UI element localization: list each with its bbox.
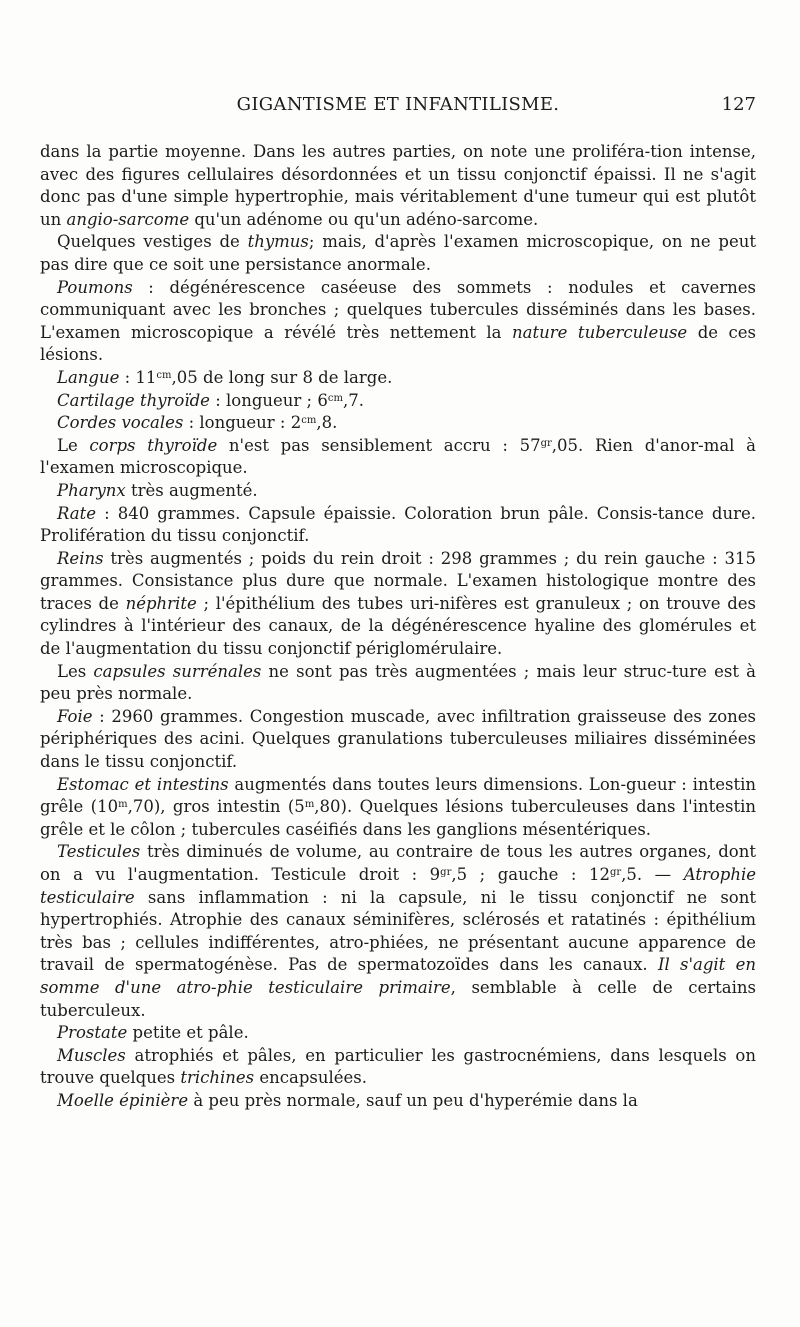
unit-superscript: cm bbox=[156, 369, 172, 381]
paragraph bbox=[40, 706, 756, 774]
text-run: sans inflammation : ni la capsule, ni le tissu conjonctif ne sont hypertrophiés. Atrophie des canaux séminifères, sclérosés et ratatinés : épithélium très bas ; cellules indifférentes, atro-phiées, ne présentant aucune apparence de travail de spermatogénèse. Pas de spermatozoïdes dans les canaux. bbox=[40, 887, 756, 975]
italic-term: Reins bbox=[57, 548, 104, 568]
italic-term: Moelle épinière bbox=[57, 1090, 189, 1110]
italic-term: thymus bbox=[247, 232, 309, 252]
italic-term: Foie bbox=[57, 706, 93, 726]
unit-superscript: cm bbox=[327, 392, 343, 404]
unit-superscript: gr bbox=[540, 437, 552, 449]
text-run: , semblable à celle de certains tuberculeux. bbox=[40, 977, 756, 1020]
italic-term: Muscles bbox=[57, 1045, 126, 1065]
paragraph bbox=[40, 774, 756, 842]
italic-term: Poumons bbox=[57, 277, 133, 297]
unit-superscript: m bbox=[304, 799, 315, 811]
italic-term: capsules surrénales bbox=[93, 661, 262, 681]
italic-term: Atrophie testiculaire bbox=[40, 865, 756, 907]
text-run: très augmenté. bbox=[125, 480, 258, 500]
text-run: : longueur ; 6 bbox=[209, 390, 328, 410]
text-run: augmentés dans toutes leurs dimensions. Lon-gueur : intestin grêle (10 bbox=[40, 774, 756, 817]
text-run: ,8. bbox=[316, 413, 338, 433]
paragraph bbox=[40, 841, 756, 1022]
text-run: ,7. bbox=[342, 390, 364, 410]
italic-term: Il s'agit en somme d'une atro-phie testiculaire primaire bbox=[40, 955, 756, 997]
paragraph bbox=[40, 1022, 756, 1045]
running-head: GIGANTISME ET INFANTILISME. bbox=[236, 94, 560, 115]
paragraph bbox=[40, 277, 756, 367]
italic-term: Cartilage thyroïde bbox=[57, 390, 210, 410]
paragraph bbox=[40, 435, 756, 480]
text-run: ; l'épithélium des tubes uri-nifères est granuleux ; on trouve des cylindres à l'intérieur des canaux, de la dégénérescence hyaline des glomérules et de l'augmentation du tissu conjonctif périglomérulaire. bbox=[40, 593, 756, 659]
text-run: n'est pas sensiblement accru : 57 bbox=[217, 435, 541, 455]
italic-term: angio-sarcome bbox=[66, 209, 190, 229]
paragraph bbox=[40, 1045, 756, 1090]
unit-superscript: m bbox=[118, 799, 128, 811]
text-run: Le bbox=[57, 435, 90, 455]
text-run: de ces lésions. bbox=[40, 322, 757, 365]
paragraph bbox=[40, 231, 756, 276]
text-run: : longueur : 2 bbox=[183, 413, 302, 433]
italic-term: corps thyroïde bbox=[89, 435, 218, 455]
paragraph bbox=[40, 503, 756, 548]
italic-term: néphrite bbox=[125, 593, 197, 613]
text-run: dans la partie moyenne. Dans les autres parties, on note une proliféra-tion intense, avec des figures cellulaires désordonnées et un tissu conjonctif épaissi. Il ne s'agit donc pas d'une simple hypertrophie, mais véritablement d'une tumeur qui est plutôt un bbox=[40, 142, 756, 229]
text-run: : dégénérescence caséeuse des sommets : nodules et cavernes communiquant avec les bronches ; quelques tubercules disséminés dans les bases. L'examen microscopique a révélé très nettement la bbox=[40, 277, 756, 342]
unit-superscript: gr bbox=[440, 867, 452, 878]
italic-term: Cordes vocales bbox=[57, 413, 184, 433]
paragraph bbox=[40, 480, 756, 503]
paragraph bbox=[40, 661, 756, 706]
paragraph bbox=[40, 1090, 756, 1113]
unit-superscript: cm bbox=[301, 415, 317, 427]
text-run: Quelques vestiges de bbox=[57, 232, 248, 252]
text-run: très augmentés ; poids du rein droit : 298 grammes ; du rein gauche : 315 grammes. Consistance plus dure que normale. L'examen histologique montre des traces de bbox=[40, 548, 756, 613]
page-header bbox=[40, 94, 756, 120]
italic-term: Langue bbox=[57, 367, 120, 387]
text-run: encapsulées. bbox=[254, 1068, 368, 1088]
paragraph bbox=[40, 390, 756, 413]
italic-term: Testicules bbox=[57, 842, 141, 862]
paragraph bbox=[40, 367, 756, 390]
italic-term: Pharynx bbox=[57, 480, 126, 500]
unit-superscript: gr bbox=[609, 867, 622, 878]
italic-term: Prostate bbox=[57, 1023, 128, 1043]
text-run: : 2960 grammes. Congestion muscade, avec infiltration graisseuse des zones périphériques des acini. Quelques granulations tuberculeuses miliaires disséminées dans le tissu conjonctif. bbox=[40, 706, 756, 772]
text-run: ; mais, d'après l'examen microscopique, on ne peut pas dire que ce soit une persistance anormale. bbox=[40, 232, 756, 274]
paragraph bbox=[40, 412, 756, 435]
text-run: ,5. — bbox=[621, 865, 684, 884]
text-run: petite et pâle. bbox=[127, 1023, 249, 1043]
text-run: ,05 de long sur 8 de large. bbox=[171, 367, 393, 387]
paragraph bbox=[40, 141, 756, 231]
page-number: 127 bbox=[721, 94, 756, 115]
italic-term: nature tuberculeuse bbox=[512, 322, 688, 342]
italic-term: Rate bbox=[57, 503, 97, 523]
text-run: ,70), gros intestin (5 bbox=[127, 797, 305, 817]
text-run: ne sont pas très augmentées ; mais leur struc-ture est à peu près normale. bbox=[40, 661, 756, 704]
text-run: Les bbox=[57, 661, 94, 681]
text-run: très diminués de volume, au contraire de tous les autres organes, dont on a vu l'augmentation. Testicule droit : 9 bbox=[40, 842, 756, 884]
text-run: : 11 bbox=[119, 367, 157, 387]
body-text bbox=[40, 141, 756, 1113]
text-run: ,05. Rien d'anor-mal à l'examen microscopique. bbox=[40, 435, 756, 478]
text-run: ,5 ; gauche : 12 bbox=[451, 865, 610, 884]
italic-term: trichines bbox=[180, 1068, 255, 1088]
paragraph bbox=[40, 548, 756, 661]
text-run: à peu près normale, sauf un peu d'hyperémie dans la bbox=[188, 1090, 638, 1110]
text-run: : 840 grammes. Capsule épaissie. Coloration brun pâle. Consis-tance dure. Prolifération du tissu conjonctif. bbox=[40, 503, 756, 546]
text-run: qu'un adénome ou qu'un adéno-sarcome. bbox=[189, 209, 539, 229]
text-run: ,80). Quelques lésions tuberculeuses dans l'intestin grêle et le côlon ; tubercules caséifiés dans les ganglions mésentériques. bbox=[40, 797, 756, 839]
italic-term: Estomac et intestins bbox=[57, 774, 229, 794]
text-run: atrophiés et pâles, en particulier les gastrocnémiens, dans lesquels on trouve quelques bbox=[40, 1045, 756, 1088]
